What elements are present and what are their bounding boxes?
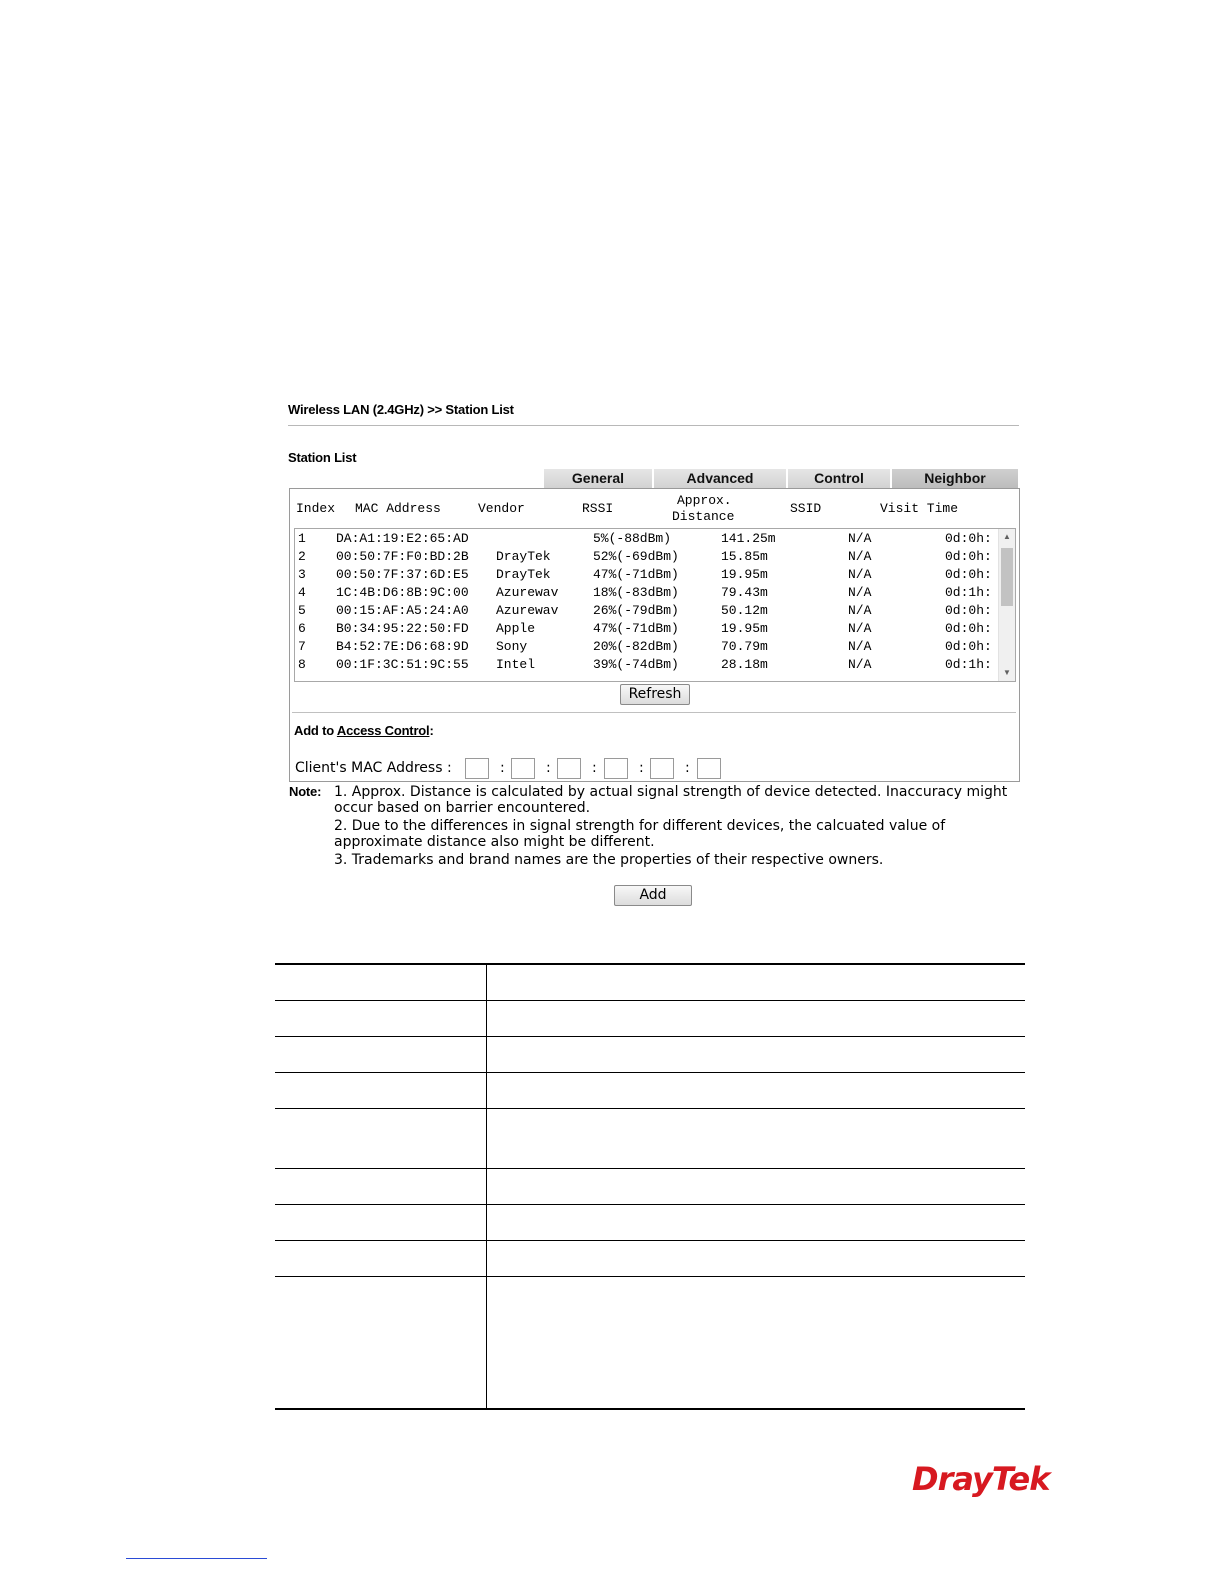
header-distance-line1: Approx. xyxy=(677,493,732,508)
cell-index: 4 xyxy=(298,585,306,600)
cell-index: 8 xyxy=(298,657,306,672)
cell-mac: B0:34:95:22:50:FD xyxy=(336,621,469,636)
cell-mac: 00:50:7F:37:6D:E5 xyxy=(336,567,469,582)
table-rule xyxy=(275,1276,1025,1277)
mac-field-2[interactable] xyxy=(511,758,535,779)
cell-index: 6 xyxy=(298,621,306,636)
add-to-access-control xyxy=(294,723,434,738)
add-to-label: Add to xyxy=(294,723,334,738)
cell-rssi: 52%(-69dBm) xyxy=(593,549,679,564)
cell-distance: 19.95m xyxy=(721,621,768,636)
header-ssid: SSID xyxy=(790,501,822,516)
cell-ssid: N/A xyxy=(848,621,872,636)
table-rule xyxy=(275,1108,1025,1109)
note-label: Note: xyxy=(289,784,322,799)
scroll-up-icon[interactable]: ▲ xyxy=(1003,532,1011,541)
header-index: Index xyxy=(296,501,336,516)
cell-rssi: 18%(-83dBm) xyxy=(593,585,679,600)
cell-vendor: DrayTek xyxy=(496,567,551,582)
cell-index: 1 xyxy=(298,531,306,546)
scroll-thumb[interactable] xyxy=(1001,548,1013,606)
header-mac: MAC Address xyxy=(355,501,441,516)
mac-field-5[interactable] xyxy=(650,758,674,779)
footer-link-underline xyxy=(126,1558,267,1559)
cell-rssi: 47%(-71dBm) xyxy=(593,567,679,582)
cell-mac: B4:52:7E:D6:68:9D xyxy=(336,639,469,654)
cell-index: 5 xyxy=(298,603,306,618)
cell-index: 3 xyxy=(298,567,306,582)
table-rule xyxy=(275,1000,1025,1001)
cell-rssi: 5%(-88dBm) xyxy=(593,531,672,546)
cell-ssid: N/A xyxy=(848,567,872,582)
cell-distance: 141.25m xyxy=(721,531,776,546)
cell-rssi: 20%(-82dBm) xyxy=(593,639,679,654)
header-rssi: RSSI xyxy=(582,501,614,516)
cell-index: 7 xyxy=(298,639,306,654)
cell-rssi: 26%(-79dBm) xyxy=(593,603,679,618)
table-rule xyxy=(275,1240,1025,1241)
cell-visit: 0d:0h: xyxy=(945,567,992,582)
cell-vendor: Sony xyxy=(496,639,528,654)
scroll-down-icon[interactable]: ▼ xyxy=(1003,668,1011,677)
refresh-button[interactable]: Refresh xyxy=(620,684,690,705)
cell-distance: 79.43m xyxy=(721,585,768,600)
cell-visit: 0d:1h: xyxy=(945,585,992,600)
tab-bar xyxy=(544,469,1018,488)
cell-distance: 50.12m xyxy=(721,603,768,618)
cell-mac: 00:1F:3C:51:9C:55 xyxy=(336,657,469,672)
station-listbox[interactable] xyxy=(294,528,1016,682)
mac-separator: : xyxy=(546,760,551,776)
table-rule xyxy=(275,1204,1025,1205)
cell-mac: 00:50:7F:F0:BD:2B xyxy=(336,549,469,564)
cell-ssid: N/A xyxy=(848,657,872,672)
header-distance-line2: Distance xyxy=(672,509,735,524)
cell-visit: 0d:1h: xyxy=(945,657,992,672)
cell-ssid: N/A xyxy=(848,549,872,564)
divider xyxy=(288,425,1019,426)
cell-vendor: Azurewav xyxy=(496,585,559,600)
cell-ssid: N/A xyxy=(848,603,872,618)
cell-mac: 00:15:AF:A5:24:A0 xyxy=(336,603,469,618)
cell-distance: 28.18m xyxy=(721,657,768,672)
cell-visit: 0d:0h: xyxy=(945,639,992,654)
table-rule xyxy=(275,1036,1025,1037)
mac-field-4[interactable] xyxy=(604,758,628,779)
tab-general[interactable]: General xyxy=(544,469,654,488)
header-vendor: Vendor xyxy=(478,501,525,516)
cell-vendor: Intel xyxy=(496,657,536,672)
cell-distance: 70.79m xyxy=(721,639,768,654)
tab-neighbor[interactable]: Neighbor xyxy=(892,469,1018,488)
mac-separator: : xyxy=(500,760,505,776)
cell-visit: 0d:0h: xyxy=(945,603,992,618)
table-rule xyxy=(275,1408,1025,1410)
access-control-link[interactable]: Access Control xyxy=(336,723,430,738)
scrollbar[interactable] xyxy=(998,529,1015,681)
cell-index: 2 xyxy=(298,549,306,564)
cell-visit: 0d:0h: xyxy=(945,531,992,546)
tab-advanced[interactable]: Advanced xyxy=(654,469,788,488)
breadcrumb: Wireless LAN (2.4GHz) >> Station List xyxy=(288,402,514,417)
table-column-divider xyxy=(486,965,487,1408)
cell-visit: 0d:0h: xyxy=(945,621,992,636)
mac-separator: : xyxy=(685,760,690,776)
note-item-3: 3. Trademarks and brand names are the properties of their respective owners. xyxy=(334,852,884,868)
mac-separator: : xyxy=(639,760,644,776)
mac-field-3[interactable] xyxy=(557,758,581,779)
draytek-logo: DrayTek xyxy=(912,1460,1050,1498)
mac-field-6[interactable] xyxy=(697,758,721,779)
divider xyxy=(292,712,1016,713)
table-rule xyxy=(275,1168,1025,1169)
page-title: Station List xyxy=(288,450,357,465)
colon: : xyxy=(429,723,434,738)
tab-control[interactable]: Control xyxy=(788,469,892,488)
add-button[interactable]: Add xyxy=(614,885,692,906)
cell-mac: 1C:4B:D6:8B:9C:00 xyxy=(336,585,469,600)
cell-ssid: N/A xyxy=(848,585,872,600)
cell-ssid: N/A xyxy=(848,531,872,546)
cell-vendor: Apple xyxy=(496,621,536,636)
header-visit-time: Visit Time xyxy=(880,501,959,516)
cell-distance: 15.85m xyxy=(721,549,768,564)
cell-rssi: 39%(-74dBm) xyxy=(593,657,679,672)
table-rule xyxy=(275,963,1025,965)
cell-vendor: DrayTek xyxy=(496,549,551,564)
cell-vendor: Azurewav xyxy=(496,603,559,618)
mac-separator: : xyxy=(592,760,597,776)
mac-address-label: Client's MAC Address : xyxy=(295,760,452,776)
mac-field-1[interactable] xyxy=(465,758,489,779)
cell-mac: DA:A1:19:E2:65:AD xyxy=(336,531,469,546)
note-item-1: 1. Approx. Distance is calculated by actual signal strength of device detected. Inaccuracy might occur based on barrier encountered. xyxy=(334,784,1008,816)
cell-visit: 0d:0h: xyxy=(945,549,992,564)
cell-rssi: 47%(-71dBm) xyxy=(593,621,679,636)
cell-distance: 19.95m xyxy=(721,567,768,582)
table-rule xyxy=(275,1072,1025,1073)
note-item-2: 2. Due to the differences in signal strength for different devices, the calcuated value of approximate distance also might be different. xyxy=(334,818,946,850)
cell-ssid: N/A xyxy=(848,639,872,654)
